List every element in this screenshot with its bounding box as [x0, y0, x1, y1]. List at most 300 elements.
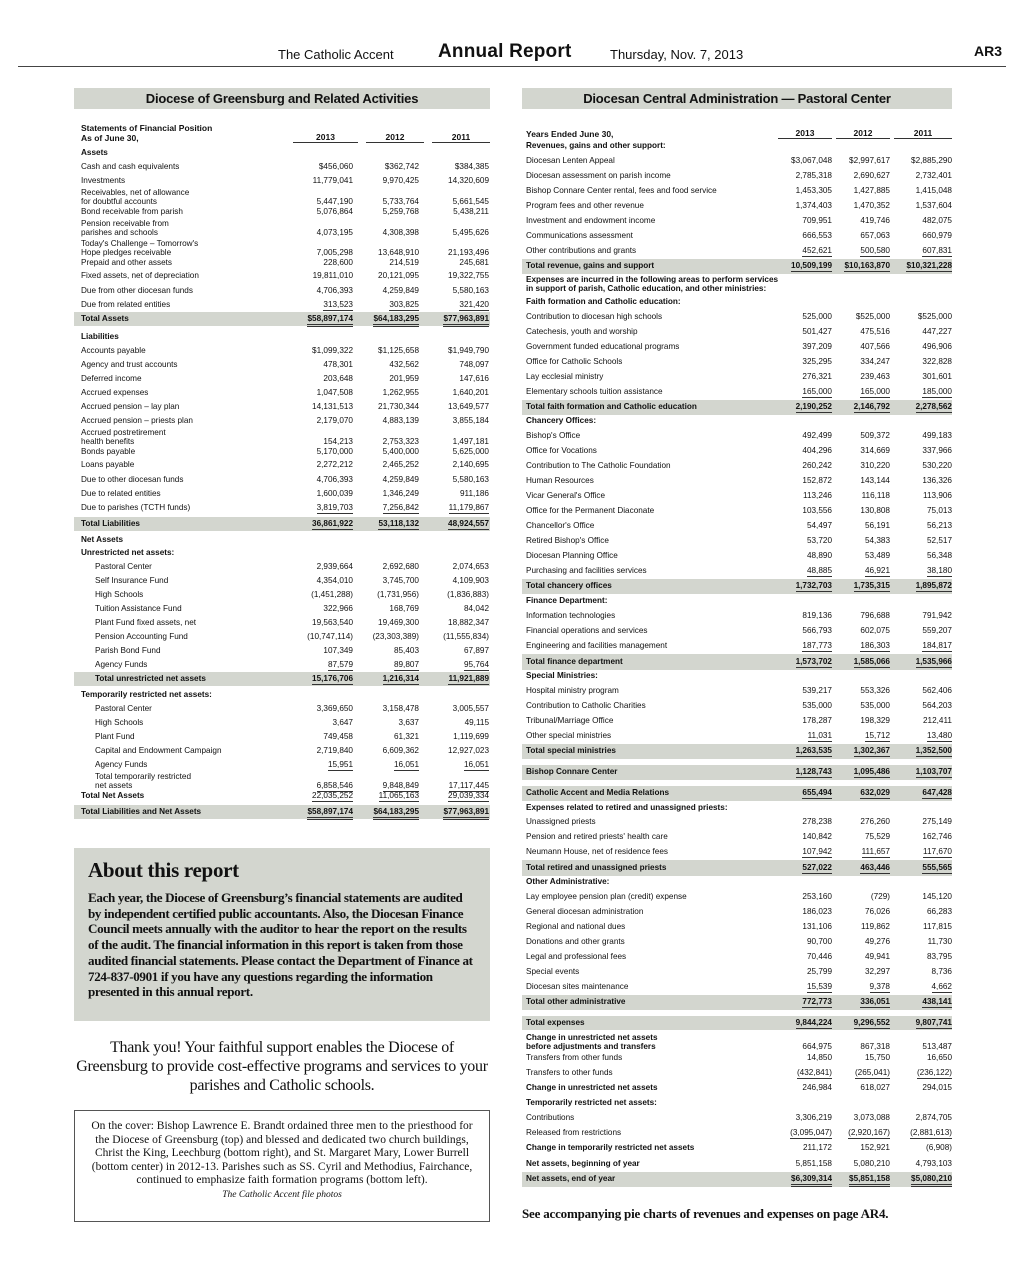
total-row [522, 259, 952, 274]
cell-value [428, 675, 490, 683]
cell-value [362, 389, 420, 397]
cell-value-text: $5,080,210 [911, 1174, 952, 1187]
cell-value-text: 709,951 [802, 216, 832, 226]
cell-value [362, 733, 420, 741]
cell-value-text: 5,733,764 [382, 196, 419, 206]
cell-value [894, 833, 952, 841]
about-heading: About this report [88, 858, 239, 882]
section-heading [522, 876, 952, 889]
row-label: Total Assets [81, 314, 129, 323]
table-row [74, 188, 490, 206]
cell-value-text: 15,176,706 [312, 673, 353, 683]
cell-value [286, 177, 354, 185]
table-row [522, 729, 952, 744]
cell-value-text: $525,000 [855, 312, 890, 322]
cell-value-text: (1,451,288) [311, 589, 353, 599]
cell-value-text: 275,149 [922, 817, 952, 827]
cell-value [362, 520, 420, 528]
cell-value [836, 187, 890, 195]
cell-value [836, 217, 890, 225]
cell-value-text: 1,415,048 [915, 186, 952, 196]
cell-value-text: 5,076,864 [316, 206, 353, 216]
cell-value [894, 1129, 952, 1137]
cell-value-text: 5,438,211 [453, 206, 489, 216]
cell-value-text: 647,428 [922, 788, 952, 798]
cell-value [894, 908, 952, 916]
cell-value-text: 10,509,199 [791, 261, 832, 271]
table-row [522, 699, 952, 714]
cell-value [286, 719, 354, 727]
cell-value [894, 702, 952, 710]
cell-value-text: 618,027 [860, 1083, 890, 1093]
table-row [74, 790, 490, 802]
row-label: Regional and national dues [526, 923, 626, 932]
cell-value [836, 157, 890, 165]
photo-credit: The Catholic Accent file photos [222, 1189, 342, 1200]
cell-value-text: 660,979 [922, 231, 952, 241]
cell-value [286, 647, 354, 655]
thank-you-message: Thank you! Your faithful support enables the Diocese of Greensburg to provide cost-effective programs and services to your parishes and Catholic schools. [76, 1039, 488, 1094]
cell-value-text: 13,480 [926, 731, 952, 741]
cell-value-text: 791,942 [922, 610, 952, 620]
cell-value [428, 287, 490, 295]
cell-value [894, 358, 952, 366]
section-heading [522, 295, 952, 310]
cell-value-text: 501,427 [802, 327, 832, 337]
cell-value [836, 492, 890, 500]
row-label: Released from restrictions [526, 1129, 622, 1138]
cell-value-text: 322,966 [323, 603, 353, 613]
row-label-line: Expenses are incurred in the following areas to perform services [526, 276, 779, 284]
row-label: Office for the Permanent Diaconate [526, 507, 655, 516]
cell-value [836, 537, 890, 545]
cell-value-text: 9,970,425 [382, 175, 419, 185]
table-row [522, 624, 952, 639]
cell-value [362, 490, 420, 498]
section-heading [522, 670, 952, 683]
cell-value [836, 567, 890, 575]
cell-value [286, 747, 354, 755]
cell-value [836, 908, 890, 916]
cell-value-text: 432,562 [389, 359, 419, 369]
cell-value [836, 1129, 890, 1137]
cell-value [362, 163, 420, 171]
table-row [74, 616, 490, 630]
cell-value [362, 808, 420, 816]
cell-value-text: 119,862 [861, 922, 890, 932]
cell-value [894, 1019, 952, 1027]
cell-value-text: 2,146,792 [853, 402, 890, 412]
cell-value [428, 563, 490, 571]
cell-value [778, 998, 832, 1006]
cell-value [286, 808, 354, 816]
row-label-line: Pension receivable from [81, 220, 169, 228]
cell-value [362, 403, 420, 411]
cell-value [894, 328, 952, 336]
cell-value-text: $384,385 [454, 161, 489, 171]
cell-value [778, 202, 832, 210]
cell-value-text: 56,213 [926, 521, 952, 531]
cell-value-text: 147,616 [459, 373, 489, 383]
cell-value [894, 1084, 952, 1092]
row-label: Expenses related to retired and unassigned priests: [526, 803, 728, 812]
cell-value-text: (1,836,883) [447, 589, 489, 599]
row-label: Assets [81, 149, 108, 158]
cell-value [836, 552, 890, 560]
cell-value-text: 22,035,252 [312, 790, 353, 800]
cell-value [836, 388, 890, 396]
cell-value [836, 848, 890, 856]
cell-value-text: 3,819,703 [316, 502, 353, 512]
row-label: Loans payable [81, 461, 135, 470]
cell-value [894, 1054, 952, 1062]
cell-value [894, 747, 952, 755]
table-row [522, 229, 952, 244]
table-row [522, 428, 952, 444]
cell-value-text: 535,000 [802, 701, 832, 711]
cell-value-text: 1,262,955 [382, 387, 419, 397]
cell-value-text: 1,895,872 [915, 581, 952, 591]
cell-value-text: 4,259,849 [382, 285, 419, 295]
cell-value-text: 95,764 [463, 659, 489, 669]
cell-value [778, 893, 832, 901]
cell-value-text: 3,637 [398, 717, 419, 727]
cell-value-text: $10,163,870 [844, 261, 890, 271]
cell-value-text: 11,730 [927, 937, 952, 947]
cell-value-text: $456,060 [318, 161, 353, 171]
cell-value [428, 229, 490, 237]
cell-value [428, 476, 490, 484]
cell-value [894, 953, 952, 961]
right-year-2013: 2013 [778, 128, 832, 139]
cell-value-text: 52,517 [926, 536, 952, 546]
cell-value [778, 789, 832, 797]
cell-value-text: 201,959 [389, 373, 419, 383]
cell-value [362, 229, 420, 237]
cell-value-text: 496,906 [922, 342, 952, 352]
cell-value-text: 313,523 [323, 299, 353, 309]
cell-value-text: 75,529 [864, 832, 890, 842]
cell-value-text: 559,207 [922, 626, 952, 636]
row-label: Bishop Connare Center rental, fees and food service [526, 187, 717, 196]
total-row [522, 400, 952, 415]
cell-value-text: 566,793 [802, 626, 832, 636]
total-row [522, 654, 952, 670]
row-label: Liabilities [81, 332, 119, 341]
cell-value [286, 229, 354, 237]
table-row [74, 487, 490, 501]
cell-value-text: 11,065,163 [378, 790, 419, 800]
cell-value [428, 315, 490, 323]
left-header-line2: As of June 30, [81, 133, 139, 143]
cell-value-text: $6,309,314 [791, 1174, 832, 1187]
cell-value [894, 492, 952, 500]
cell-value-text: 20,121,095 [378, 271, 419, 281]
cell-value-text: 535,000 [860, 701, 890, 711]
table-row [522, 920, 952, 935]
cell-value [836, 747, 890, 755]
cell-value-text: 1,216,314 [382, 673, 419, 683]
row-label: Pension Accounting Fund [95, 632, 188, 641]
row-label: Hospital ministry program [526, 686, 619, 695]
row-label: Due to other diocesan funds [81, 475, 184, 484]
masthead [0, 40, 1024, 70]
cell-value-text: $2,885,290 [911, 155, 952, 165]
cell-value [836, 522, 890, 530]
table-row [522, 370, 952, 385]
cell-value-text: 11,031 [807, 731, 832, 741]
row-label: Plant Fund fixed assets, net [95, 618, 197, 627]
row-label: Pension and retired priests' health care [526, 833, 668, 842]
cell-value-text: 214,519 [389, 257, 419, 267]
cell-value [778, 1129, 832, 1137]
cell-value [286, 675, 354, 683]
row-label: Due to parishes (TCTH funds) [81, 503, 191, 512]
cell-value-text: $362,742 [384, 161, 419, 171]
cell-value-text: 2,272,212 [316, 460, 353, 470]
cell-value [286, 619, 354, 627]
cell-value-text: 278,238 [802, 817, 832, 827]
cell-value [836, 247, 890, 255]
cell-value-text: 46,921 [864, 566, 890, 576]
cell-value [428, 504, 490, 512]
table-row [74, 446, 490, 458]
row-label: Deferred income [81, 374, 142, 383]
cell-value [894, 983, 952, 991]
total-row [522, 1172, 952, 1187]
row-label [74, 220, 286, 237]
row-label: Lay ecclesial ministry [526, 373, 604, 382]
cell-value [362, 177, 420, 185]
cell-value-text: 11,179,867 [448, 502, 489, 512]
cell-value-text: 1,119,699 [453, 731, 489, 741]
cell-value [894, 923, 952, 931]
cell-value-text: 131,106 [802, 922, 832, 932]
cell-value-text: 3,745,700 [382, 575, 419, 585]
row-label: Parish Bond Fund [95, 646, 161, 655]
table-row [522, 1126, 952, 1141]
cell-value [836, 893, 890, 901]
cell-value-text: 2,140,695 [452, 460, 489, 470]
row-label: Chancery Offices: [526, 417, 597, 426]
cell-value-text: 6,609,362 [382, 745, 419, 755]
row-label: Neumann House, net of residence fees [526, 848, 669, 857]
cell-value-text: 21,193,496 [448, 247, 489, 257]
cell-value-text: 419,746 [860, 216, 890, 226]
cell-value-text: 8,736 [931, 967, 952, 977]
row-label-line: net assets [95, 780, 133, 790]
total-row [522, 744, 952, 759]
cell-value-text: 154,213 [323, 436, 353, 446]
table-row [74, 574, 490, 588]
table-row [74, 206, 490, 218]
cell-value [836, 313, 890, 321]
cell-value-text: 2,190,252 [795, 402, 832, 412]
cell-value-text: 15,539 [806, 982, 832, 992]
cell-value [428, 808, 490, 816]
row-label: Temporarily restricted net assets: [526, 1098, 657, 1107]
cell-value-text: 11,779,041 [312, 175, 353, 185]
table-row [74, 298, 490, 312]
cell-value [894, 612, 952, 620]
cell-value-text: 184,817 [922, 641, 952, 651]
left-table-body [74, 147, 490, 819]
table-row [522, 1110, 952, 1126]
cell-value [778, 1069, 832, 1077]
cell-value-text: 513,487 [922, 1041, 952, 1051]
cell-value-text: 1,537,604 [915, 201, 952, 211]
cell-value-text: 87,579 [327, 659, 353, 669]
section-heading [74, 533, 490, 547]
cell-value [428, 249, 490, 257]
cell-value-text: 152,872 [802, 476, 832, 486]
cell-value [836, 612, 890, 620]
cell-value [428, 163, 490, 171]
total-row [74, 517, 490, 531]
cell-value [428, 605, 490, 613]
cell-value [778, 818, 832, 826]
cell-value [286, 272, 354, 280]
row-label-line: before adjustments and transfers [526, 1041, 656, 1051]
cell-value [428, 619, 490, 627]
cell-value-text: 530,220 [922, 461, 952, 471]
cell-value-text: 301,601 [922, 372, 952, 382]
cell-value-text: $58,897,174 [307, 807, 353, 820]
cell-value-text: 336,051 [860, 997, 890, 1007]
cell-value [286, 315, 354, 323]
cell-value [894, 343, 952, 351]
cell-value-text: 322,828 [922, 357, 952, 367]
cell-value-text: 4,308,398 [382, 227, 419, 237]
cell-value-text: 15,750 [864, 1053, 890, 1063]
cell-value [836, 818, 890, 826]
cell-value [836, 343, 890, 351]
cell-value-text: 7,005,298 [316, 247, 353, 257]
table-row [522, 310, 952, 325]
cell-value-text: 3,005,557 [452, 703, 489, 713]
row-label: Temporarily restricted net assets: [81, 690, 212, 699]
table-row [522, 355, 952, 370]
cell-value [894, 313, 952, 321]
cell-value-text: 56,191 [864, 521, 890, 531]
table-row [74, 428, 490, 446]
left-table-title: Diocese of Greensburg and Related Activities [74, 88, 490, 109]
cell-value-text: 70,446 [806, 952, 832, 962]
table-row [74, 702, 490, 716]
total-row [74, 672, 490, 686]
cell-value-text: 666,553 [802, 231, 832, 241]
table-row [522, 549, 952, 564]
cell-value-text: 3,306,219 [795, 1112, 832, 1122]
row-label: Tribunal/Marriage Office [526, 717, 614, 726]
cell-value [778, 447, 832, 455]
cell-value-text: 482,075 [922, 216, 952, 226]
cell-value-text: 4,073,195 [316, 227, 353, 237]
cell-value [894, 388, 952, 396]
row-label: Elementary schools tuition assistance [526, 388, 663, 397]
section-heading [522, 594, 952, 608]
row-label: Other Administrative: [526, 878, 610, 887]
table-row [522, 845, 952, 860]
table-row [74, 414, 490, 428]
table-row [74, 658, 490, 672]
row-label: Bond receivable from parish [81, 207, 183, 216]
cell-value-text: 819,136 [802, 610, 832, 620]
cell-value-text: $64,183,295 [373, 314, 419, 327]
table-row [522, 184, 952, 199]
cell-value-text: 664,975 [802, 1041, 832, 1051]
section-heading [522, 274, 952, 295]
cell-value-text: 539,217 [802, 685, 832, 695]
section-heading [522, 139, 952, 153]
cell-value [778, 217, 832, 225]
table-row [74, 269, 490, 284]
cell-value-text: 103,556 [802, 506, 832, 516]
cell-value [778, 403, 832, 411]
cell-value-text: 499,183 [922, 430, 952, 440]
cell-value-text: 49,276 [864, 937, 890, 947]
cell-value-text: 5,625,000 [452, 446, 489, 456]
cell-value [428, 361, 490, 369]
cell-value [428, 577, 490, 585]
table-row [522, 169, 952, 184]
cell-value [286, 208, 354, 216]
cell-value [362, 417, 420, 425]
cell-value [428, 661, 490, 669]
cell-value-text: 911,186 [460, 488, 489, 498]
cell-value [778, 567, 832, 575]
table-row [74, 473, 490, 487]
cell-value-text: 294,015 [922, 1083, 952, 1093]
cell-value [362, 719, 420, 727]
cell-value-text: 2,690,627 [853, 171, 890, 181]
cell-value-text: 15,951 [327, 759, 353, 769]
cell-value [286, 417, 354, 425]
cell-value [836, 232, 890, 240]
row-label-line: Today's Challenge – Tomorrow's [81, 240, 199, 248]
left-table-header [74, 117, 490, 143]
cell-value [362, 287, 420, 295]
cell-value-text: 116,118 [861, 491, 890, 501]
cell-value-text: (2,881,613) [910, 1128, 952, 1138]
cell-value-text: 14,131,513 [312, 401, 353, 411]
cell-value [836, 358, 890, 366]
cell-value-text: 12,927,023 [448, 745, 489, 755]
cell-value-text: 117,815 [923, 922, 952, 932]
cell-value [894, 232, 952, 240]
row-label: Special events [526, 968, 580, 977]
cell-value [778, 953, 832, 961]
cell-value-text: 447,227 [922, 327, 952, 337]
cell-value [836, 1069, 890, 1077]
table-row [74, 758, 490, 772]
cell-value [778, 864, 832, 872]
cell-value-text: 54,383 [864, 536, 890, 546]
cell-value [836, 833, 890, 841]
cell-value-text: 553,326 [860, 685, 890, 695]
cell-value [778, 537, 832, 545]
cell-value-text: 14,850 [806, 1053, 832, 1063]
cell-value-text: 61,321 [393, 731, 419, 741]
cell-value [286, 198, 354, 206]
cell-value [362, 208, 420, 216]
table-row [74, 772, 490, 790]
cell-value-text: 32,297 [864, 967, 890, 977]
table-row [74, 630, 490, 644]
cell-value [428, 520, 490, 528]
cell-value-text: 1,302,367 [853, 746, 890, 756]
total-row [74, 312, 490, 326]
